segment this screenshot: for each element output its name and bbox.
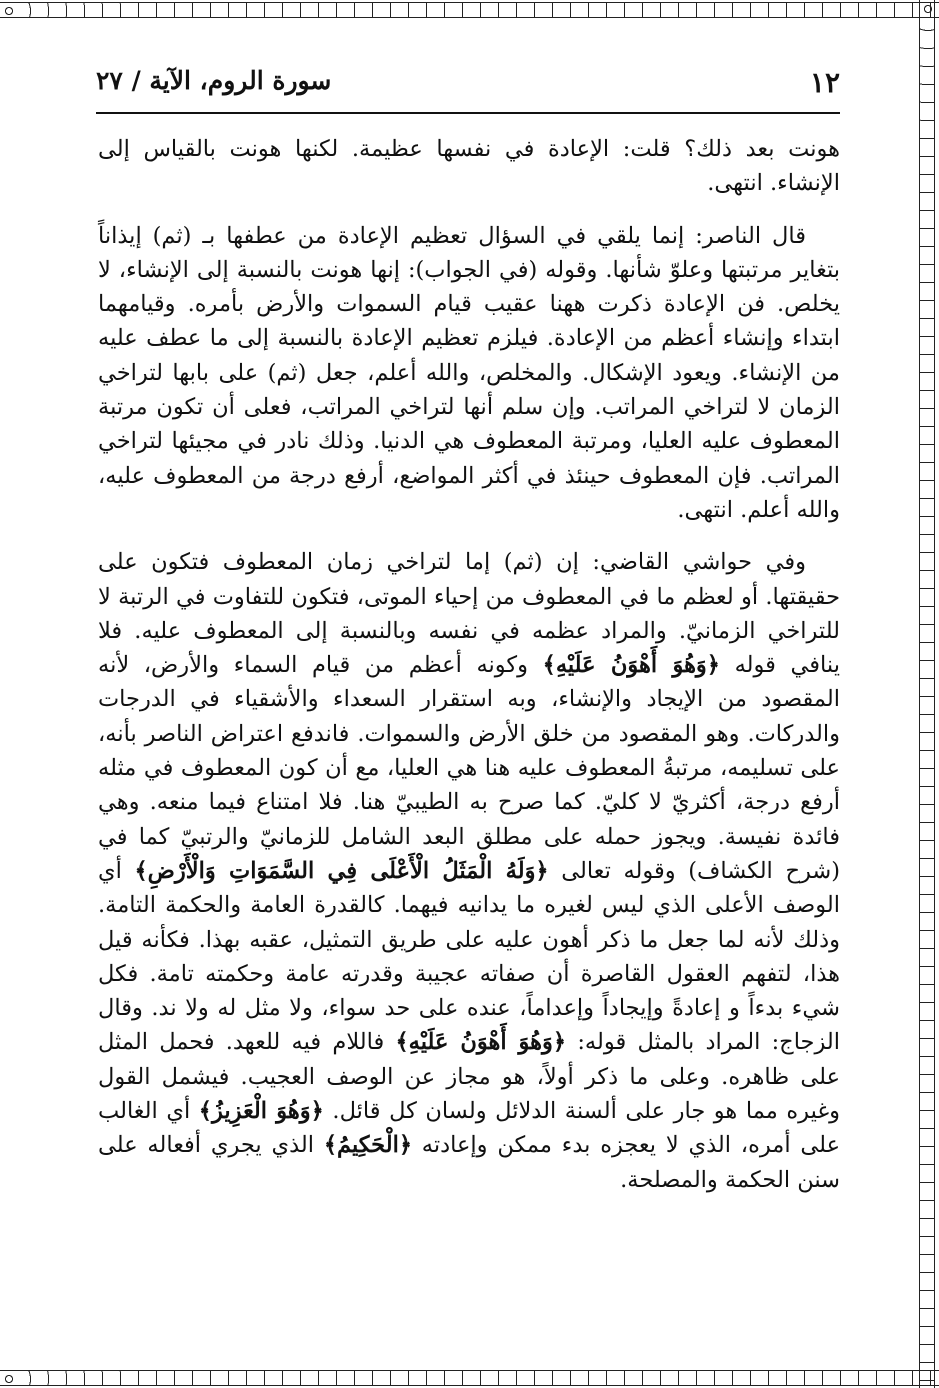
paragraph-1: هونت بعد ذلك؟ قلت: الإعادة في نفسها عظيمة. لكنها هونت بالقياس إلى الإنشاء. انتهى.	[98, 136, 840, 197]
paragraph-3-text: أي الغالب على أمره، الذي لا يعجزه بدء ممكن وإعادته	[98, 1098, 841, 1159]
ornamental-border-bottom	[0, 1370, 939, 1386]
page-body	[98, 132, 840, 1215]
paragraph-3-text: فاللام فيه للعهد. فحمل المثل على ظاهره. وعلى ما ذكر أولاً، هو مجاز عن الوصف العجيب. فيشمل القول وغيره مما هو جار على ألسنة الدلائل ولسان كل قائل.	[98, 1029, 840, 1125]
paragraph-3-text: وفي حواشي القاضي: إن (ثم) إما لتراخي زمان المعطوف فتكون على حقيقتها. أو لعظم ما في المعطوف من إحياء الموتى، فتكون للتفاوت في الرتبة لا للتراخي الزمانيّ. والمراد عظمه في نفسه وبالنسبة إلى المعطوف عليه. فلا ينافي قوله	[98, 549, 840, 679]
quran-verse: ﴿الْحَكِيمُ﴾	[323, 1132, 412, 1159]
quran-verse: ﴿وَهُوَ الْعَزِيزُ﴾	[198, 1098, 324, 1125]
quran-verse: ﴿وَهُوَ أَهْوَنُ عَلَيْهِ﴾	[395, 1029, 567, 1056]
paragraph-3-text: وكونه أعظم من قيام السماء والأرض، لأنه المقصود من الإيجاد والإنشاء، وبه استقرار السعداء والأشقياء في الدرجات والدركات. وهو المقصود من خلق الأرض والسموات. فاندفع اعتراض الناصر بأنه، على تسليمه، مرتبةُ المعطوف عليه هنا هي العليا، مع أن كون المعطوف في مثله أرفع درجة، أكثريّ لا كليّ. كما صرح به الطيبيّ هنا. فلا امتناع فيما منعه. وهي فائدة نفيسة. ويجوز حمله على مطلق البعد الشامل للزمانيّ والرتبيّ كما في (شرح الكشاف) وقوله تعالى	[98, 652, 841, 884]
running-title: سورة الروم، الآية / ٢٧	[96, 66, 332, 95]
paragraph-3	[98, 545, 840, 1197]
quran-verse: ﴿وَهُوَ أَهْوَنُ عَلَيْهِ﴾	[542, 652, 720, 679]
page-header	[96, 62, 840, 114]
page-number: ١٢	[809, 66, 840, 99]
paragraph-3-text: الذي يجري أفعاله على سنن الحكمة والمصلحة.	[98, 1132, 840, 1193]
paragraph-2: قال الناصر: إنما يلقي في السؤال تعظيم الإعادة من عطفها بـ (ثم) إيذاناً بتغاير مرتبتها وعلوّ شأنها. وقوله (في الجواب): إنها هونت بالنسبة إلى الإنشاء، لا يخلص. فن الإعادة ذكرت ههنا عقيب قيام السموات والأرض بأمره. وقيامهما ابتداء وإنشاء أعظم من الإعادة. فيلزم تعظيم الإعادة بالنسبة إلى ما عطف عليه من الإنشاء. ويعود الإشكال. والمخلص، والله أعلم، جعل (ثم) على بابها لتراخي الزمان لا لتراخي المراتب. وإن سلم أنها لتراخي المراتب، فعلى أن تكون مرتبة المعطوف عليه العليا، ومرتبة المعطوف هي الدنيا. وذلك نادر في مجيئها لتراخي المراتب. فإن المعطوف حينئذ في أكثر المواضع، أرفع درجة من المعطوف عليه، والله أعلم. انتهى.	[98, 222, 840, 523]
paragraph-3-text: أي الوصف الأعلى الذي ليس لغيره ما يدانيه فيهما. كالقدرة العامة والحكمة التامة. وذلك لأنه لما جعل ما ذكر أهون عليه على طريق التمثيل، عقبه بهذا. فكأنه قيل هذا، لتفهم العقول القاصرة أن صفاته عجيبة وقدرته عامة وحكمته تامة. فكل شيء بدءاً و إعادةً وإيجاداً وإعداماً، عنده على حد سواء، ولا مثل له ولا ند. وقال الزجاج: المراد بالمثل قوله:	[98, 857, 840, 1056]
ornamental-border-top	[0, 2, 939, 18]
quran-verse: ﴿وَلَهُ الْمَثَلُ الْأَعْلَى فِي السَّمَوَاتِ وَالْأَرْضِ﴾	[134, 857, 549, 884]
ornamental-border-right	[919, 0, 935, 1388]
